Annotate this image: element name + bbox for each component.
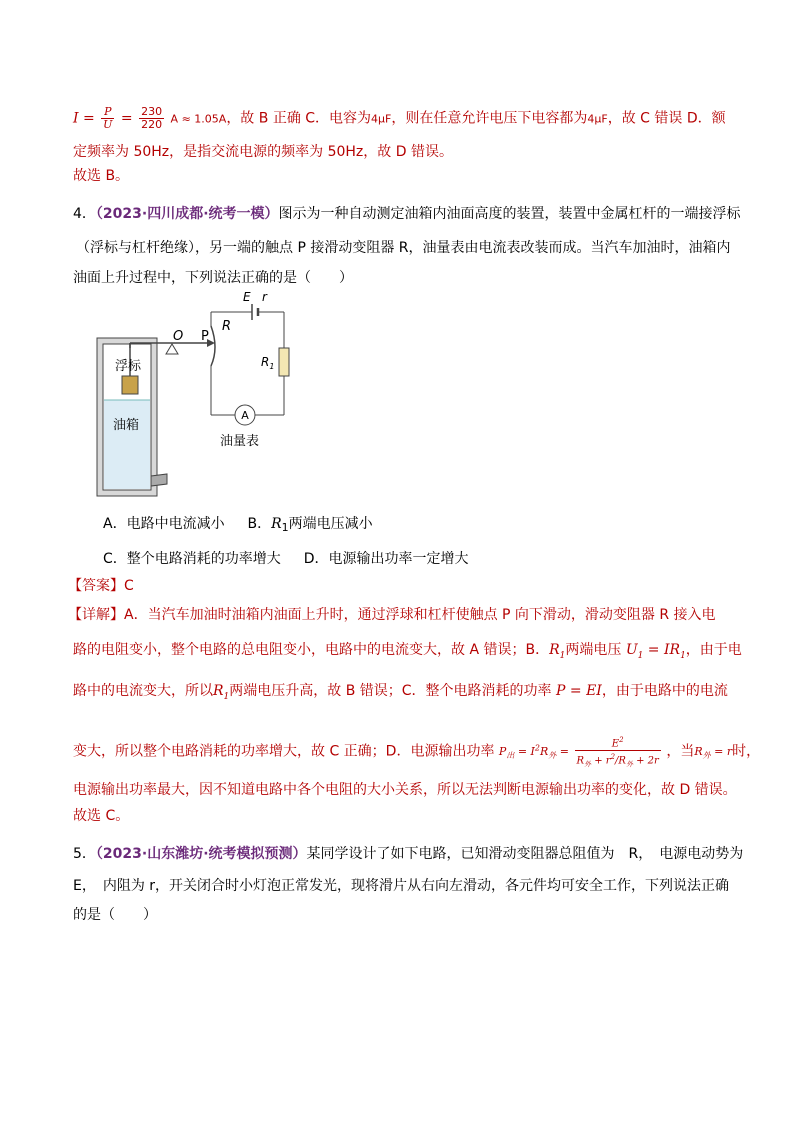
text-line: 定频率为 50Hz，是指交流电源的频率为 50Hz，故 D 错误。 <box>73 144 453 160</box>
formula-r-ext-eq-r: $R_外 = r$ <box>694 745 733 761</box>
text-segment: ，则在任意允许电压下电容都为 <box>391 110 588 127</box>
label-o: O <box>173 329 184 344</box>
detail-text: 路的电阻变小，整个电路的总电阻变小，电路中的电流变大，故 A 错误；B． <box>73 642 550 658</box>
frac-num: P <box>101 106 114 119</box>
capacitance-value: 4μF <box>587 112 608 126</box>
detail-line-4 <box>73 734 760 771</box>
frac-den: 220 <box>141 118 163 131</box>
fraction-p-over-u <box>101 106 114 131</box>
detail-text: 路中的电流变大，所以 <box>73 683 213 699</box>
label-rheostat: R <box>222 319 232 334</box>
option-b-symbol: R <box>271 516 282 532</box>
option-b-text: 两端电压减小 <box>288 516 373 532</box>
question-number: 4． <box>73 206 96 222</box>
label-tank: 油箱 <box>113 418 140 433</box>
label-e: E <box>243 290 251 304</box>
option-b-prefix: B． <box>247 516 272 532</box>
answer-value: C <box>124 578 134 594</box>
question-4-header <box>73 204 741 224</box>
rheostat <box>211 326 215 366</box>
resistor-r1 <box>279 348 289 376</box>
detail-line-2 <box>73 640 742 666</box>
text-segment: ，故 B 正确 C．电容为 <box>226 110 372 127</box>
oil-level <box>104 400 150 489</box>
label-p: P <box>201 329 209 344</box>
float <box>122 376 138 394</box>
detail-text: A．当汽车加油时油箱内油面上升时，通过浮球和杠杆使触点 P 向下滑动，滑动变阻器 R 接入电 <box>124 607 716 623</box>
options-row-2 <box>103 549 468 569</box>
formula-result: A ≈ 1.05A <box>170 112 227 126</box>
question-text: （浮标与杠杆绝缘），另一端的触点 P 接滑动变阻器 R，油量表由电流表改装而成。当汽车加油时，油箱内 <box>76 240 731 256</box>
label-oil-meter: 油量表 <box>220 434 260 449</box>
pivot <box>166 344 178 354</box>
answer-line <box>68 576 134 596</box>
label-float: 浮标 <box>115 359 142 374</box>
option-b-subscript: 1 <box>281 521 289 534</box>
fraction-230-over-220 <box>139 106 164 131</box>
question-5-header <box>73 844 743 864</box>
detail-text: 时， <box>732 743 761 760</box>
question-text: 某同学设计了如下电路，已知滑动变阻器总阻值为 R， 电源电动势为 <box>306 846 744 862</box>
label-r-internal: r <box>262 290 267 304</box>
oil-gauge-circuit-diagram <box>95 288 305 498</box>
detail-text: 两端电压升高，故 B 错误；C．整个电路消耗的功率 <box>229 683 552 699</box>
detail-line-5: 电源输出功率最大，因不知道电路中各个电阻的大小关系，所以无法判断电源输出功率的变化，故 D 错误。 <box>73 782 737 798</box>
question-text: E， 内阻为 r，开关闭合时小灯泡正常发光，现将滑片从右向左滑动，各元件均可安全工作，下列说法正确 <box>73 878 730 894</box>
label-r1: $R_1$ <box>261 355 275 371</box>
detail-line-1 <box>68 605 716 625</box>
option-a: A．电路中电流减小 <box>103 516 225 532</box>
frac-num: 230 <box>141 105 163 118</box>
detail-label: 【详解】 <box>68 607 124 623</box>
detail-text: ，当 <box>666 743 695 760</box>
text-line: 故选 B。 <box>73 168 130 184</box>
capacitance-value: 4μF <box>371 112 392 126</box>
detail-text: ，由于电 <box>685 642 742 658</box>
detail-text: 变大，所以整个电路消耗的功率增大，故 C 正确；D．电源输出功率 <box>73 743 495 760</box>
formula-eq: = <box>120 110 133 127</box>
question-source: （2023·四川成都·统考一模） <box>95 206 279 222</box>
formula-output-power: $P_出 = I^2R_外$ = $\frac{E^2}{R_外 + r^2/R_外 + 2r}$ <box>498 736 659 769</box>
detail-line-6: 故选 C。 <box>73 808 130 824</box>
r1-symbol: $R_1$ <box>213 683 230 702</box>
detail-text: 两端电压 <box>565 642 622 658</box>
answer-label: 【答案】 <box>68 578 124 594</box>
frac-den: U <box>103 118 113 131</box>
r1-symbol: $R_1$ <box>549 642 566 661</box>
option-b <box>247 516 372 532</box>
detail-text: ，由于电路中的电流 <box>601 683 728 699</box>
question-number: 5． <box>73 846 96 862</box>
ammeter-label: A <box>241 409 249 422</box>
question-text: 油面上升过程中，下列说法正确的是（ ） <box>73 270 353 286</box>
detail-line-3 <box>73 681 728 707</box>
formula-line <box>73 106 726 131</box>
fraction-output-power: $\frac{E^2}{R_外 + r^2/R_外 + 2r}$ <box>576 736 659 769</box>
tank-outlet <box>151 474 167 486</box>
formula-p-ei: P = EI <box>551 683 602 699</box>
question-text: 图示为一种自动测定油箱内油面高度的装置，装置中金属杠杆的一端接浮标 <box>278 206 741 222</box>
formula-lhs: I = <box>73 110 95 127</box>
option-c: C．整个电路消耗的功率增大 <box>103 551 281 567</box>
option-d: D．电源输出功率一定增大 <box>303 551 469 567</box>
text-segment: ，故 C 错误 D．额 <box>607 110 726 127</box>
question-text: 的是（ ） <box>73 907 157 923</box>
question-source: （2023·山东潍坊·统考模拟预测） <box>95 846 307 862</box>
options-row-1 <box>103 514 373 535</box>
formula-u1: $U_1 = IR_1$ <box>621 642 686 661</box>
